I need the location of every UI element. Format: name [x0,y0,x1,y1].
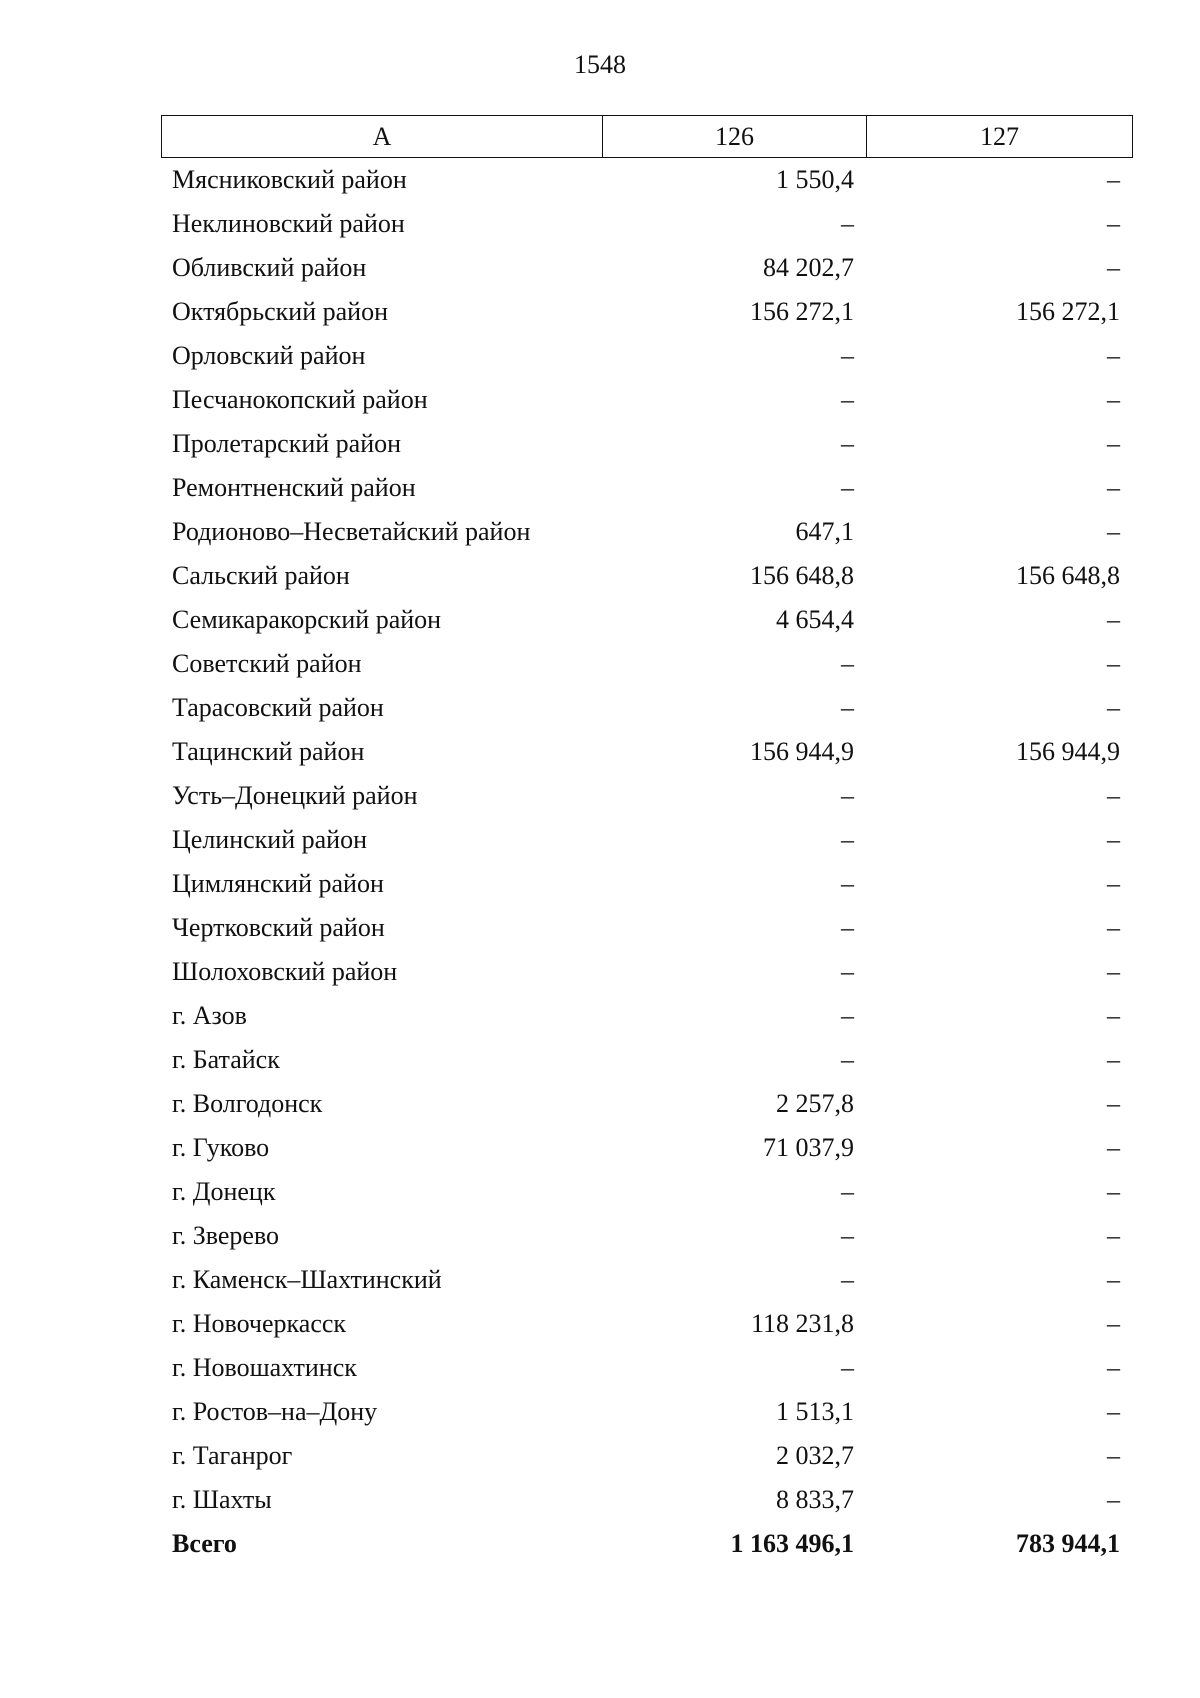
value-126: 647,1 [795,517,854,546]
table-row [161,1258,1133,1302]
value-126: 4 654,4 [776,605,854,634]
value-126: – [841,209,854,238]
value-127: – [1107,1001,1120,1030]
value-127: – [1107,341,1120,370]
value-126: – [841,693,854,722]
value-127: – [1107,781,1120,810]
value-126: – [841,1001,854,1030]
total-value-126: 1 163 496,1 [730,1529,854,1558]
row-name: Родионово–Несветайский район [172,517,531,546]
value-126: – [841,957,854,986]
value-127: – [1107,957,1120,986]
column-header-127: 127 [980,121,1019,151]
value-126: 118 231,8 [750,1309,854,1338]
value-127: – [1107,693,1120,722]
row-name: Обливский район [172,253,367,282]
table-row [161,466,1133,510]
value-127: 156 272,1 [1016,297,1120,326]
table-row [161,1390,1133,1434]
value-127: – [1107,1177,1120,1206]
table-row [161,1082,1133,1126]
value-126: 156 944,9 [750,737,854,766]
value-126: 156 648,8 [750,561,854,590]
column-header-a: А [162,116,603,157]
value-127: – [1107,869,1120,898]
value-127: – [1107,1441,1120,1470]
value-127: – [1107,1133,1120,1162]
value-127: – [1107,1265,1120,1294]
value-127: – [1107,209,1120,238]
table-row [161,598,1133,642]
table-row [161,202,1133,246]
column-header-126: 126 [603,116,867,157]
row-name: Советский район [172,649,362,678]
value-127: – [1107,1089,1120,1118]
table-body [161,158,1133,1566]
table-row [161,158,1133,202]
value-126: 1 550,4 [776,165,854,194]
row-name: Усть–Донецкий район [172,781,418,810]
value-126: – [841,1265,854,1294]
value-126: – [841,825,854,854]
value-127: – [1107,1309,1120,1338]
table-row [161,1038,1133,1082]
value-126: 71 037,9 [763,1133,854,1162]
row-name: Орловский район [172,341,366,370]
value-126: – [841,913,854,942]
row-name: Тарасовский район [172,693,384,722]
value-127: – [1107,1045,1120,1074]
value-127: – [1107,605,1120,634]
table-row [161,642,1133,686]
row-name: г. Зверево [172,1221,280,1250]
table-row [161,1346,1133,1390]
value-127: – [1107,385,1120,414]
row-name: Песчанокопский район [172,385,428,414]
table-row [161,1126,1133,1170]
value-126: – [841,1353,854,1382]
value-127: 156 944,9 [1016,737,1120,766]
table-row [161,818,1133,862]
value-127: – [1107,825,1120,854]
row-name: г. Таганрог [172,1441,293,1470]
row-name: г. Гуково [172,1133,270,1162]
value-127: – [1107,165,1120,194]
value-126: 2 032,7 [776,1441,854,1470]
value-127: – [1107,1397,1120,1426]
total-row [161,1522,1133,1566]
table-row [161,686,1133,730]
value-127: – [1107,913,1120,942]
value-126: – [841,781,854,810]
table-row [161,378,1133,422]
value-127: – [1107,1221,1120,1250]
value-126: – [841,1177,854,1206]
value-126: – [841,473,854,502]
table-row [161,1214,1133,1258]
row-name: Пролетарский район [172,429,402,458]
table-row [161,774,1133,818]
table-header [161,115,1133,158]
row-name: Мясниковский район [172,165,407,194]
row-name: Ремонтненский район [172,473,416,502]
row-name: г. Шахты [172,1485,272,1514]
table-row [161,422,1133,466]
table-row [161,510,1133,554]
value-126: 1 513,1 [776,1397,854,1426]
row-name: г. Ростов–на–Дону [172,1397,378,1426]
table-row [161,1302,1133,1346]
row-name: г. Азов [172,1001,247,1030]
total-label: Всего [172,1529,237,1558]
table-row [161,906,1133,950]
total-value-127: 783 944,1 [1016,1529,1120,1558]
row-name: г. Новочеркасск [172,1309,347,1338]
table-row [161,334,1133,378]
row-name: г. Донецк [172,1177,276,1206]
row-name: Неклиновский район [172,209,405,238]
table-row [161,1478,1133,1522]
row-name: г. Батайск [172,1045,280,1074]
row-name: Чертковский район [172,913,385,942]
table-row [161,950,1133,994]
value-127: – [1107,649,1120,678]
table-row [161,730,1133,774]
row-name: г. Каменск–Шахтинский [172,1265,442,1294]
row-name: Октябрьский район [172,297,388,326]
value-127: – [1107,429,1120,458]
value-126: – [841,1045,854,1074]
value-126: – [841,869,854,898]
value-126: – [841,649,854,678]
value-126: – [841,429,854,458]
row-name: Семикаракорский район [172,605,442,634]
value-126: 8 833,7 [776,1485,854,1514]
value-127: – [1107,1353,1120,1382]
value-127: – [1107,517,1120,546]
page-number: 1548 [574,50,626,79]
data-table [161,115,1133,1566]
value-127: – [1107,253,1120,282]
value-127: 156 648,8 [1016,561,1120,590]
table-row [161,1434,1133,1478]
row-name: Цимлянский район [172,869,384,898]
value-127: – [1107,1485,1120,1514]
value-126: – [841,341,854,370]
value-126: – [841,1221,854,1250]
row-name: Тацинский район [172,737,365,766]
row-name: Шолоховский район [172,957,398,986]
value-126: 2 257,8 [776,1089,854,1118]
row-name: Целинский район [172,825,367,854]
row-name: Сальский район [172,561,350,590]
table-row [161,1170,1133,1214]
value-126: – [841,385,854,414]
table-row [161,994,1133,1038]
table-row [161,290,1133,334]
value-127: – [1107,473,1120,502]
value-126: 84 202,7 [763,253,854,282]
row-name: г. Новошахтинск [172,1353,357,1382]
table-row [161,862,1133,906]
table-row [161,246,1133,290]
row-name: г. Волгодонск [172,1089,323,1118]
value-126: 156 272,1 [750,297,854,326]
table-row [161,554,1133,598]
